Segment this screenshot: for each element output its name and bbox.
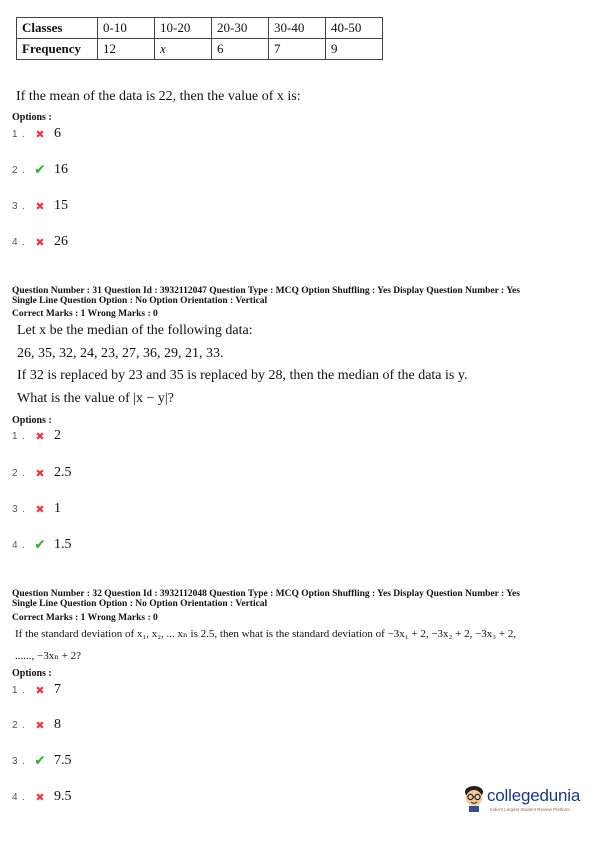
cross-icon: ✖ bbox=[35, 718, 45, 732]
cross-icon: ✖ bbox=[35, 199, 45, 213]
option-value: 7.5 bbox=[54, 753, 72, 768]
option-number: 4 bbox=[12, 236, 18, 248]
table-cell: 9 bbox=[326, 39, 383, 60]
option-value: 2.5 bbox=[54, 465, 72, 480]
logo-name: collegedunia bbox=[487, 786, 581, 805]
table-cell: x bbox=[155, 39, 212, 60]
question-meta: Question Number : 31 Question Id : 3932112047 Question Type : MCQ Option Shuffling : Yes Display Question Number : Yes bbox=[12, 286, 520, 296]
option-value: 7 bbox=[54, 682, 61, 697]
option-number: 1 bbox=[12, 430, 18, 442]
check-icon: ✔ bbox=[34, 162, 46, 178]
option-value: 1 bbox=[54, 501, 61, 516]
options-label: Options : bbox=[12, 668, 52, 679]
question-marks: Correct Marks : 1 Wrong Marks : 0 bbox=[12, 309, 158, 319]
table-cell: 12 bbox=[98, 39, 155, 60]
option-number: 3 bbox=[12, 755, 18, 767]
table-cell: 40-50 bbox=[326, 18, 383, 39]
option-number: 2 bbox=[12, 719, 18, 731]
table-cell: 30-40 bbox=[269, 18, 326, 39]
table-row-label: Frequency bbox=[17, 39, 98, 60]
option-number: 2 bbox=[12, 164, 18, 176]
table-row bbox=[17, 39, 383, 60]
table-cell: 20-30 bbox=[212, 18, 269, 39]
cross-icon: ✖ bbox=[35, 127, 45, 141]
table-header-label: Classes bbox=[17, 18, 98, 39]
option-value: 1.5 bbox=[54, 537, 72, 552]
question-text: If 32 is replaced by 23 and 35 is replaced by 28, then the median of the data is y. bbox=[17, 368, 468, 383]
check-icon: ✔ bbox=[34, 537, 46, 553]
cross-icon: ✖ bbox=[35, 466, 45, 480]
logo-tagline: India's Largest Student Review Platform bbox=[490, 807, 570, 812]
cross-icon: ✖ bbox=[35, 235, 45, 249]
option-item[interactable]: 1 . ✖ 6 bbox=[12, 126, 61, 141]
option-value: 6 bbox=[54, 126, 61, 141]
option-number: 3 bbox=[12, 200, 18, 212]
option-item[interactable]: 3 . ✔ 7.5 bbox=[12, 753, 72, 769]
option-item[interactable]: 2 . ✖ 8 bbox=[12, 717, 61, 732]
option-item[interactable]: 4 . ✔ 1.5 bbox=[12, 537, 72, 553]
table-cell: 6 bbox=[212, 39, 269, 60]
table-cell: 10-20 bbox=[155, 18, 212, 39]
question-meta: Single Line Question Option : No Option Orientation : Vertical bbox=[12, 296, 268, 306]
table-row bbox=[17, 18, 383, 39]
question-meta: Single Line Question Option : No Option Orientation : Vertical bbox=[12, 599, 268, 609]
question-text: ......, −3xₙ + 2? bbox=[15, 650, 82, 662]
question-text: What is the value of |x − y|? bbox=[17, 391, 174, 406]
check-icon: ✔ bbox=[34, 753, 46, 769]
question-meta: Question Number : 32 Question Id : 3932112048 Question Type : MCQ Option Shuffling : Yes Display Question Number : Yes bbox=[12, 589, 520, 599]
table-cell: 7 bbox=[269, 39, 326, 60]
option-number: 4 bbox=[12, 791, 18, 803]
option-number: 4 bbox=[12, 539, 18, 551]
cross-icon: ✖ bbox=[35, 683, 45, 697]
option-value: 15 bbox=[54, 198, 68, 213]
option-item[interactable]: 4 . ✖ 26 bbox=[12, 234, 68, 249]
option-number: 2 bbox=[12, 467, 18, 479]
option-item[interactable]: 4 . ✖ 9.5 bbox=[12, 789, 72, 804]
option-number: 3 bbox=[12, 503, 18, 515]
option-value: 16 bbox=[54, 162, 68, 177]
option-number: 1 bbox=[12, 128, 18, 140]
option-value: 8 bbox=[54, 717, 61, 732]
option-item[interactable]: 1 . ✖ 7 bbox=[12, 682, 61, 697]
question-text: If the mean of the data is 22, then the value of x is: bbox=[16, 89, 301, 104]
option-item[interactable]: 3 . ✖ 1 bbox=[12, 501, 61, 516]
option-item[interactable]: 2 . ✔ 16 bbox=[12, 162, 68, 178]
option-value: 26 bbox=[54, 234, 68, 249]
question-text: Let x be the median of the following data: bbox=[17, 323, 253, 338]
cross-icon: ✖ bbox=[35, 502, 45, 516]
mascot-icon bbox=[463, 783, 485, 813]
frequency-table bbox=[16, 17, 383, 60]
option-item[interactable]: 2 . ✖ 2.5 bbox=[12, 465, 72, 480]
options-label: Options : bbox=[12, 112, 52, 123]
option-item[interactable]: 3 . ✖ 15 bbox=[12, 198, 68, 213]
option-value: 9.5 bbox=[54, 789, 72, 804]
collegedunia-logo bbox=[463, 783, 583, 819]
option-item[interactable]: 1 . ✖ 2 bbox=[12, 428, 61, 443]
option-value: 2 bbox=[54, 428, 61, 443]
cross-icon: ✖ bbox=[35, 790, 45, 804]
question-text: If the standard deviation of x₁, x₂, ... xₙ is 2.5, then what is the standard deviation of −3x₁ + 2, −3x₂ + 2, −3x₃ + 2, bbox=[15, 628, 517, 640]
question-marks: Correct Marks : 1 Wrong Marks : 0 bbox=[12, 613, 158, 623]
question-text: 26, 35, 32, 24, 23, 27, 36, 29, 21, 33. bbox=[17, 346, 224, 361]
table-cell: 0-10 bbox=[98, 18, 155, 39]
options-label: Options : bbox=[12, 415, 52, 426]
option-number: 1 bbox=[12, 684, 18, 696]
cross-icon: ✖ bbox=[35, 429, 45, 443]
